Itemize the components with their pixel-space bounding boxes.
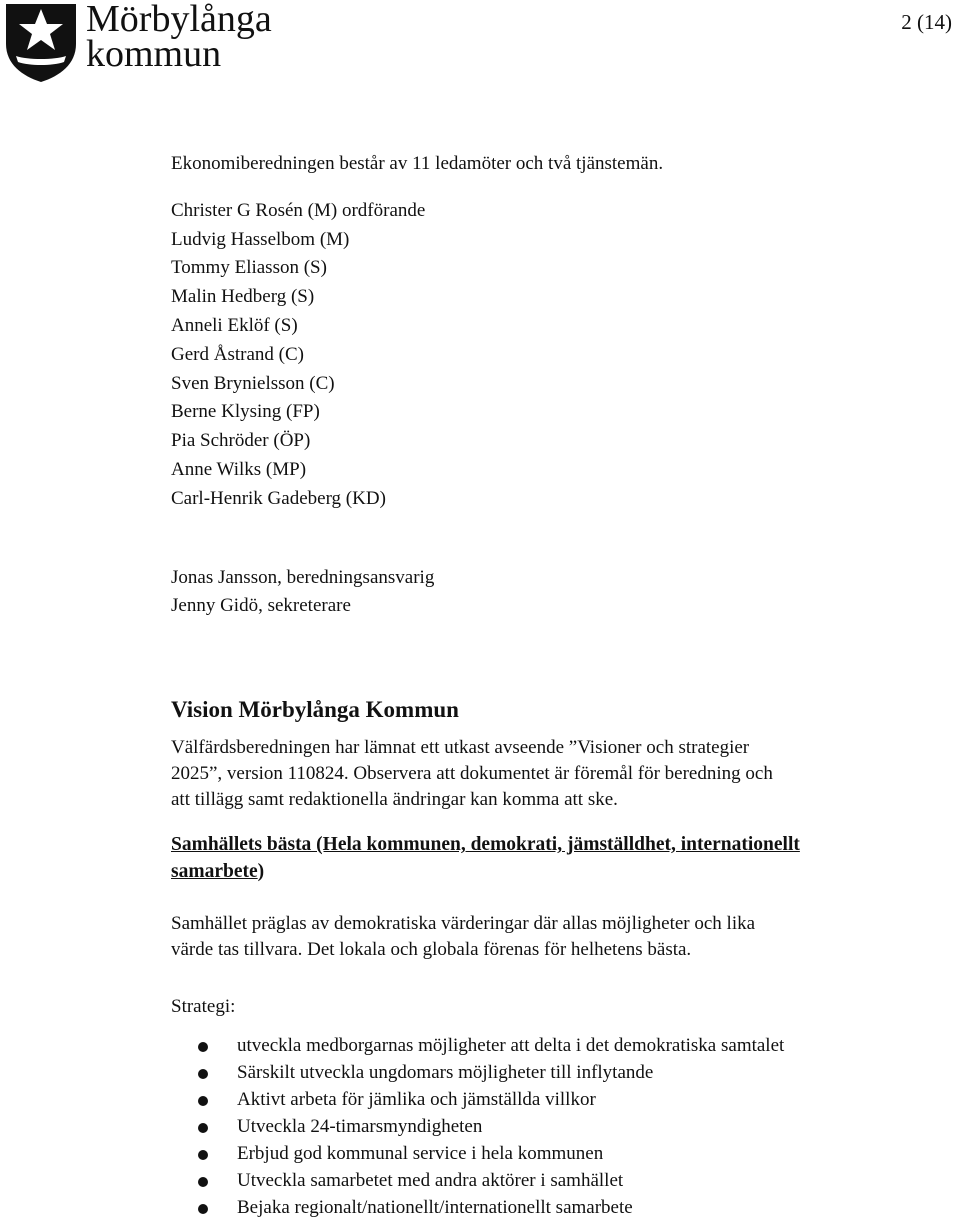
bullet-icon [198, 1177, 208, 1187]
staff-list [171, 564, 911, 622]
strategy-item [171, 1140, 911, 1167]
society-heading-line-1: Samhällets bästa (Hela kommunen, demokrati, jämställdhet, internationellt [171, 834, 800, 856]
logo-line-2: kommun [86, 33, 222, 75]
document-body [171, 150, 911, 1221]
strategy-item [171, 1086, 911, 1113]
strategy-item-text: Bejaka regionalt/nationellt/internationellt samarbete [237, 1196, 633, 1218]
strategy-item-text: Aktivt arbeta för jämlika och jämställda villkor [237, 1088, 596, 1110]
member-item: Tommy Eliasson (S) [171, 257, 327, 279]
member-item: Gerd Åstrand (C) [171, 343, 304, 365]
member-item: Christer G Rosén (M) ordförande [171, 199, 426, 221]
member-item: Ludvig Hasselbom (M) [171, 228, 350, 250]
bullet-icon [198, 1123, 208, 1133]
strategy-item [171, 1167, 911, 1194]
logo-line-1: Mörbylånga [86, 0, 272, 40]
strategy-label: Strategi: [171, 996, 236, 1018]
page-number: 2 (14) [901, 10, 952, 34]
member-item: Malin Hedberg (S) [171, 286, 315, 308]
society-heading [171, 831, 911, 885]
municipality-logo [2, 0, 272, 86]
coat-of-arms-icon [2, 0, 80, 84]
strategy-item-text: Utveckla 24-timarsmyndigheten [237, 1115, 483, 1137]
society-heading-tail: ) [257, 861, 265, 883]
strategy-item [171, 1032, 911, 1059]
vision-line: Välfärdsberedningen har lämnat ett utkast avseende ”Visioner och strategier [171, 737, 750, 759]
staff-item: Jonas Jansson, beredningsansvarig [171, 566, 435, 588]
strategy-item-text: Utveckla samarbetet med andra aktörer i samhället [237, 1169, 624, 1191]
bullet-icon [198, 1150, 208, 1160]
society-line: Samhället präglas av demokratiska värderingar där allas möjligheter och lika [171, 913, 756, 935]
society-line: värde tas tillvara. Det lokala och globala förenas för helhetens bästa. [171, 939, 692, 961]
strategy-list [171, 1032, 911, 1221]
society-heading-line-2: samarbete [171, 861, 258, 883]
strategy-item [171, 1194, 911, 1221]
strategy-item-text: Särskilt utveckla ungdomars möjligheter till inflytande [237, 1061, 654, 1083]
member-item: Anneli Eklöf (S) [171, 314, 298, 336]
society-paragraph [171, 911, 911, 963]
bullet-icon [198, 1204, 208, 1214]
member-item: Berne Klysing (FP) [171, 401, 320, 423]
bullet-icon [198, 1042, 208, 1052]
vision-line: att tillägg samt redaktionella ändringar kan komma att ske. [171, 789, 618, 811]
staff-item: Jenny Gidö, sekreterare [171, 595, 351, 617]
strategy-item-text: utveckla medborgarnas möjligheter att delta i det demokratiska samtalet [237, 1034, 785, 1056]
strategy-item-text: Erbjud god kommunal service i hela kommunen [237, 1142, 604, 1164]
member-list [171, 197, 911, 514]
member-item: Carl-Henrik Gadeberg (KD) [171, 487, 386, 509]
strategy-item [171, 1059, 911, 1086]
member-item: Sven Brynielsson (C) [171, 372, 335, 394]
bullet-icon [198, 1069, 208, 1079]
member-item: Pia Schröder (ÖP) [171, 430, 311, 452]
vision-line: 2025”, version 110824. Observera att dokumentet är föremål för beredning och [171, 763, 773, 785]
vision-heading: Vision Mörbylånga Kommun [171, 697, 459, 723]
bullet-icon [198, 1096, 208, 1106]
strategy-item [171, 1113, 911, 1140]
member-item: Anne Wilks (MP) [171, 458, 307, 480]
intro-text: Ekonomiberedningen består av 11 ledamöter och två tjänstemän. [171, 153, 664, 174]
vision-paragraph [171, 735, 911, 813]
